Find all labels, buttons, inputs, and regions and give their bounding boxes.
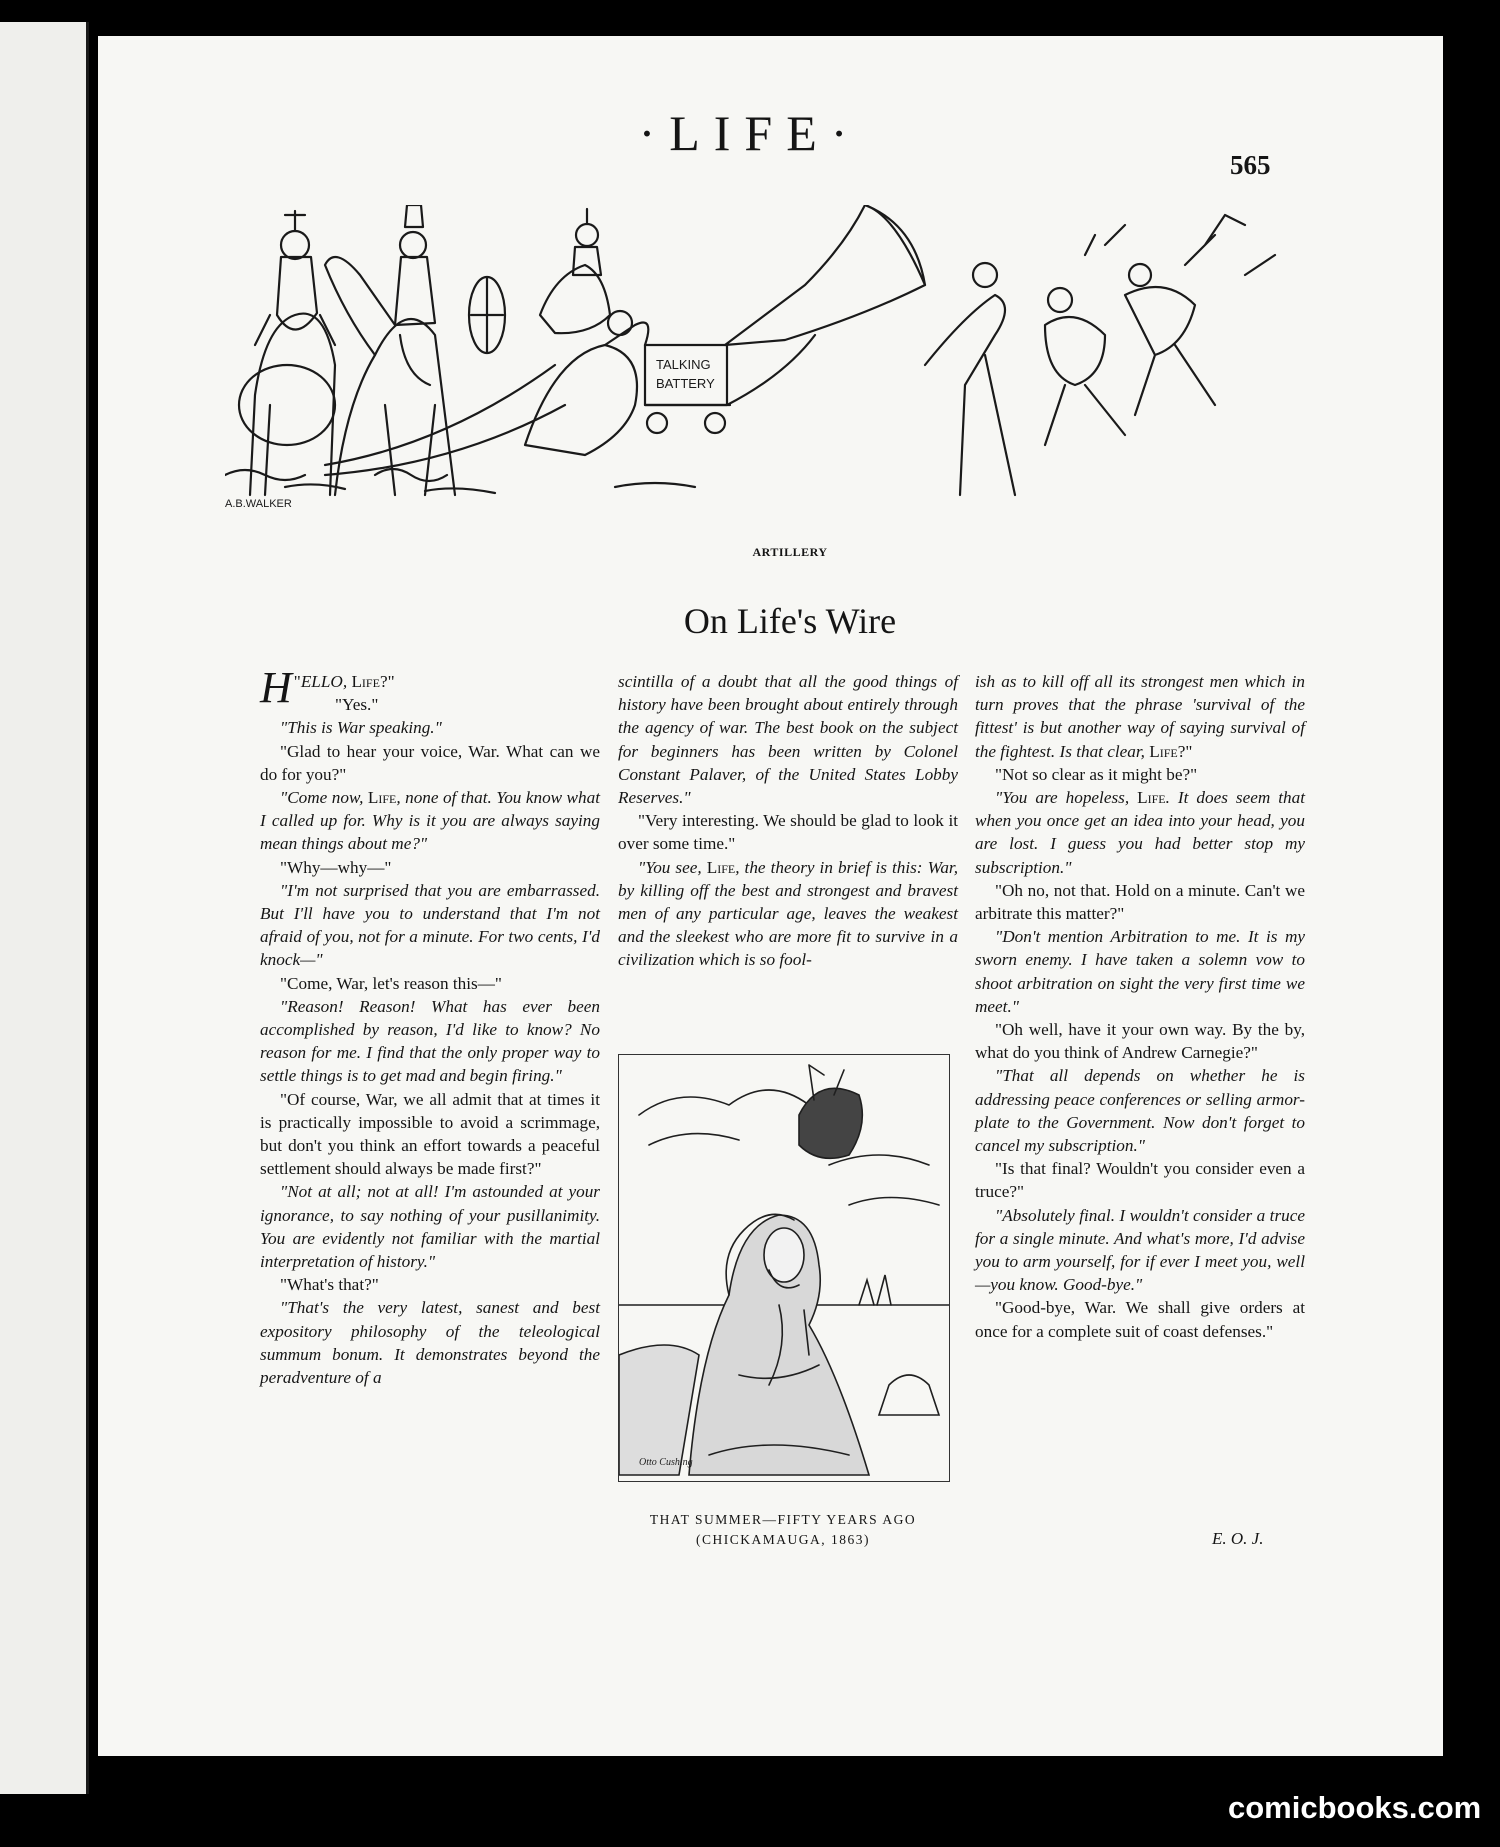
article-column-3: ish as to kill off all its strongest men which in turn proves that the phrase 'survival of the fittest' is but another way of saying survival of the fightest. Is that clear, Life?" "Not so clear as it might be?" "You are hopeless, Life. It does seem that when you once get an idea into your head, you are lost. I guess you had better stop my subscription." "Oh no, not that. Hold on a minute. Can't we arbitrate this matter?" "Don't mention Arbitration to me. It is my sworn enemy. I have taken a solemn vow to shoot arbitration on sight the very first time we meet." "Oh well, have it your own way. By the by, what do you think of Andrew Carnegie?" "That all depends on whether he is addressing peace conferences or selling armor-plate to the Government. Now don't forget to cancel my subscription." "Is that final? Wouldn't you consider even a truce?" "Absolutely final. I wouldn't consider a truce for a single minute. And what's more, I'd advise you to arm yourself, for if ever I meet you, well —you know. Good-bye." "Good-bye, War. We shall give orders at once for a complete suit of coast defenses.": [975, 672, 1305, 1341]
masthead: ·LIFE·: [638, 105, 862, 161]
page-number: 565: [1230, 150, 1271, 180]
battery-box-label: TALKING: [656, 357, 711, 372]
watermark: comicbooks.com: [1228, 1790, 1482, 1825]
artillery-cartoon: [225, 205, 1350, 515]
adjacent-page-edge: [0, 22, 89, 1794]
cartoon-artist-signature: A.B.WALKER: [225, 498, 292, 510]
article-column-2: scintilla of a doubt that all the good things of history have been brought about entirely through the agency of war. The best book on the subject for beginners has been written by Colonel Constant Palaver, of the United States Lobby Reserves." "Very interesting. We should be glad to look it over some time." "You see, Life, the theory in brief is this: War, by killing off the best and strongest and bravest men of any particular age, leaves the weakest and the sleekest who are more fit to survive in a civilization which is so fool-: [618, 672, 958, 970]
chickamauga-illustration: [618, 1054, 950, 1482]
inset-caption: [618, 1510, 948, 1550]
article-title: On Life's Wire: [683, 601, 897, 641]
battery-box-label-line2: BATTERY: [656, 376, 715, 391]
cartoon-caption: ARTILLERY: [752, 545, 828, 559]
inset-caption-line-2: (CHICKAMAUGA, 1863): [696, 1532, 870, 1547]
inset-artist-signature: Otto Cushing: [639, 1457, 693, 1468]
inset-caption-line-1: THAT SUMMER—FIFTY YEARS AGO: [649, 1512, 917, 1527]
article-column-1: " H ELLO, Life?" "Yes." "This is War speaking." "Glad to hear your voice, War. What can we do for you?" "Come now, Life, none of that. You know what I called up for. Why is it you are always saying mean things about me?" "Why—why—" "I'm not surprised that you are embarrassed. But I'll have you to understand that I'm not afraid of you, not for a minute. For two cents, I'd knock—" "Come, War, let's reason this—" "Reason! Reason! What has ever been accomplished by reason, I'd like to know? No reason for me. I find that the only proper way to settle things is to get mad and begin firing." "Of course, War, we all admit that at times it is practically impossible to avoid a scrimmage, but don't you think an effort towards a peaceful settlement should always be made first?" "Not at all; not at all! I'm astounded at your ignorance, to say nothing of your pusillanimity. You are evidently not familiar with the martial interpretation of history." "What's that?" "That's the very latest, sanest and best expository philosophy of the teleological summum bonum. It demonstrates beyond the peradventure of a: [260, 663, 600, 1388]
author-signature: E. O. J.: [1212, 1529, 1264, 1548]
